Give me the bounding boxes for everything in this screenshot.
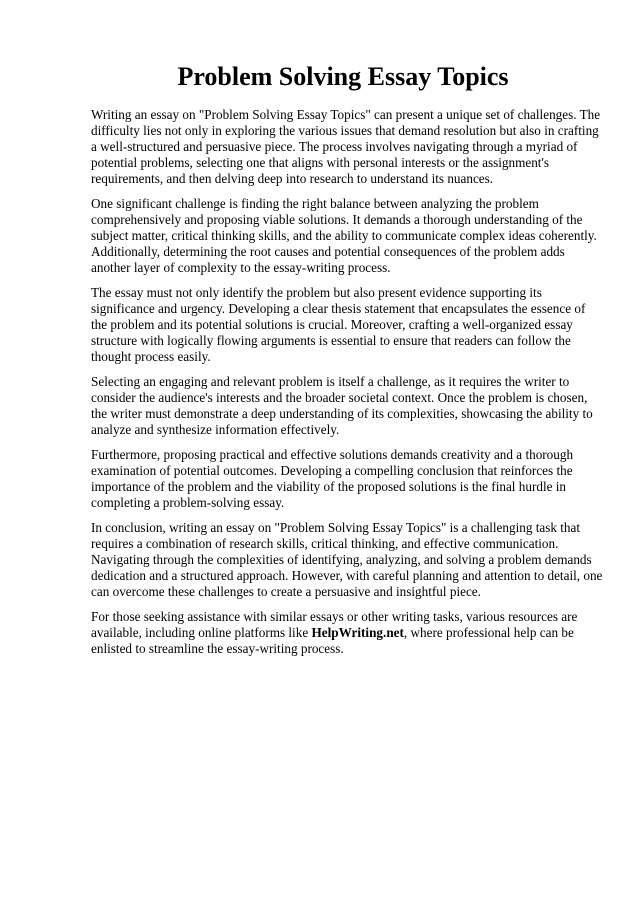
essay-body <box>91 107 603 666</box>
page-title: Problem Solving Essay Topics <box>177 62 509 91</box>
paragraph: Selecting an engaging and relevant problem is itself a challenge, as it requires the writer to consider the audience's interests and the broader societal context. Once the problem is chosen, the writer must demonstrate a deep understanding of its complexities, showcasing the ability to analyze and synthesize information effectively. <box>91 374 593 437</box>
paragraph: In conclusion, writing an essay on "Problem Solving Essay Topics" is a challenging task that requires a combination of research skills, critical thinking, and effective communication. Navigating through the complexities of identifying, analyzing, and solving a problem demands dedication and a structured approach. However, with careful planning and attention to detail, one can overcome these challenges to create a persuasive and insightful piece. <box>91 520 603 599</box>
paragraph: Furthermore, proposing practical and effective solutions demands creativity and a thorough examination of potential outcomes. Developing a compelling conclusion that reinforces the importance of the problem and the viability of the proposed solutions is the final hurdle in completing a problem-solving essay. <box>91 447 574 510</box>
paragraph: The essay must not only identify the problem but also present evidence supporting its significance and urgency. Developing a clear thesis statement that encapsulates the essence of the problem and its potential solutions is crucial. Moreover, crafting a well-organized essay structure with logically flowing arguments is essential to ensure that readers can follow the thought process easily. <box>91 285 586 364</box>
paragraph: One significant challenge is finding the right balance between analyzing the problem comprehensively and proposing viable solutions. It demands a thorough understanding of the subject matter, critical thinking skills, and the ability to communicate complex ideas coherently. Additionally, determining the root causes and potential consequences of the problem adds another layer of complexity to the essay-writing process. <box>91 196 597 275</box>
paragraph: Writing an essay on "Problem Solving Essay Topics" can present a unique set of challenges. The difficulty lies not only in exploring the various issues that demand resolution but also in crafting a well-structured and persuasive piece. The process involves navigating through a myriad of potential problems, selecting one that aligns with personal interests or the assignment's requirements, and then delving deep into research to understand its nuances. <box>91 107 601 186</box>
closing-text-after: , where professional help can be enlisted to streamline the essay-writing process. <box>91 625 574 656</box>
closing-paragraph <box>91 609 603 657</box>
closing-text-before: For those seeking assistance with similar essays or other writing tasks, various resources are available, including online platforms like <box>91 609 578 640</box>
helpwriting-brand-link[interactable]: HelpWriting.net <box>311 625 404 640</box>
